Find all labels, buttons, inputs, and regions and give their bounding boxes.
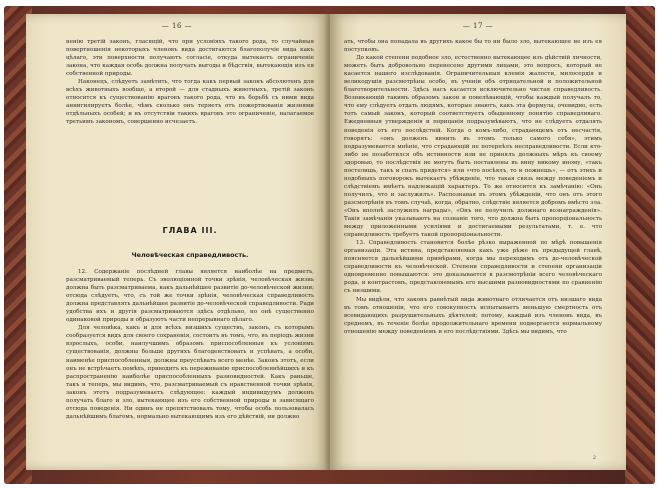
left-text-block-top	[66, 38, 314, 127]
paragraph: ненію третій законъ, гласящій, что при условіяхъ такого рода, то случайныя повертношенія некоторыхъ членовъ вида достигаются благополучіе вида какъ цѣлаго, эти поверхности получаютъ согласіе, откуда вытекаетъ ограниченіе закона, что каждая особь должна получать выгоды и бѣдствія, вытекающія изъ ея собственной природы.	[66, 39, 314, 78]
page-number-left: — 16 —	[161, 22, 193, 30]
signature-mark: 2	[592, 455, 596, 461]
chapter-heading: ГЛАВА III.	[162, 226, 218, 235]
left-page	[26, 14, 328, 470]
paragraph: Мы видѣли, что законъ равнѣтый вида животнаго отличается отъ низшаго вида въ томъ отношеніи, что его совокупность испытываетъ меньшую смертность отъ всевидающихъ разрушительныхъ дѣятелей; потому, каждый изъ членовъ вида, въ среднемъ, въ теченіе болѣе продолжительнаго времени подвергается нормальному отношенію между поведеніемъ и его послѣдствіями. Здѣсь мы видимъ, что	[344, 296, 602, 335]
paragraph: ать, чтобы она попадала въ другихъ какое бы то ни было зло, вытекающее не изъ ея поступковъ.	[344, 39, 602, 54]
page-number-right: — 17 —	[462, 22, 494, 30]
right-text-block	[344, 38, 602, 336]
left-text-block-bottom	[66, 268, 314, 421]
paragraph: До какой степени подобное зло, естественно вытекающее изъ дѣйствій личности, можетъ быть добровольно перенесено другими лицами, это вопросъ, который не касается нашего изслѣдованія. Ограничительныя клемія жалости, милосердія и великодушія разсмотрѣны особо, въ ученіи объ отрицательной и положительной благотворительности. Здѣсь насъ касается исключительно чистая справедливость. Возникающій такимъ образомъ закон и повелѣвающій, чтобы каждый получалъ то, что ему слѣдуетъ отдать людямъ, которые знаютъ, какъ эта формула, очевидно, есть тотъ самый законъ, который соответствуетъ обыденному понятію справедливаго. Ежедневныя утвержденія и порицанія подразумѣваютъ, что не слѣдуетъ отдалять поведенія отъ его послѣдствій. Когда о комъ-либо, страдающемъ отъ несчастія, говорятъ: «онъ долженъ винить въ этомъ только самого себя», этимъ подразумевается мнѣніе, что страдающій не потерпѣлъ несправедливости. Если кто-либо не позаботился объ истинности или не принялъ должныхъ мѣръ къ своему здоровью, то послѣдствія не могутъ быть поставлены въ вину никому иному, «такъ постелишь, такъ и спать придется» или «что посѣялъ, то и пожнешь», — отъ этихъ и подобныхъ поговорокъ вытекаетъ убѣжденіе, что такая связь между поведеніемъ и слѣдствіемъ имѣетъ надлежащій характеръ. То же относится къ замѣчанію: «Онъ получилъ, что и заслужилъ». Распознавая въ этомъ убѣжденіи, что онъ отъ этого разсмотрѣнія въ томъ случаѣ, когда, обратно, слѣдствіе является добромъ вмѣсто зла. «Онъ вполнѣ заслужилъ награды», «Онъ не получилъ должнаго вознагражденія». Такія замѣчанія указываютъ на сознаніе того, что должна быть пропорціональность между приложенными усиліями и достигаемыми результатами, т. е. что справедливость требуетъ такой пропорціональности.	[344, 55, 602, 239]
paragraph: Наконецъ, слѣдуетъ замѣтить, что тогда какъ первый законъ абсолютенъ для всѣхъ животныхъ вообще, а второй — для стадныхъ животныхъ, третій законъ относится къ существованію враговъ такого рода, что въ борьбѣ съ ними вида аннигилируетъ болѣе, чѣмъ сколько онъ теряетъ отъ пожертвованія жизнями отдѣльныхъ особей; и въ отсутствіи такихъ враговъ это ограниченіе, налагаемое третьимъ закономъ, совершенно исчезаетъ.	[66, 79, 314, 126]
marbled-edge-right	[625, 6, 655, 484]
right-page	[330, 14, 626, 470]
paragraph: 12. Содержаніе послѣдней главы является наиболѣе на предметъ, разсматриваемый теперь. Съ эволюціонной точки зрѣнія, человѣческая жизнь должна быть разсматриваема, какъ дальнѣйшее развитіе до-человѣческой жизни; отсюда слѣдуетъ, что, съ той же точки зрѣнія, человѣческая справедливость должна представлять дальнѣйшее развитіе до-человѣческой справедливости. Ради удобства ихъ и другія разсматриваются здѣсь отдѣльно, но онѣ существенно одинаковой природы и образуютъ части непрерывнаго цѣлаго.	[66, 269, 314, 324]
chapter-title: Человѣческая справедливость.	[131, 251, 249, 259]
paragraph: 13. Справедливость становится болѣе рѣзко выраженной по мѣрѣ повышенія организаціи. Эта истина, представляемая какъ уже рѣже въ предыдущей главѣ, поясняется дальнѣйшими примѣрами, когда мы переходимъ отъ до-человѣческой справедливости къ человѣческой. Степени справедливости и степени организаціи одновременно повышаются: это доказывается в разсмотрѣніи всего человѣческаго рода, и контрастомъ, представляемымъ его высшими разновидностями по сравненію съ низшими.	[344, 240, 602, 295]
paragraph: Для человѣка, какъ и для всѣхъ низшихъ существъ, законъ, съ которымъ сообразуется видъ для своего сохраненія, состоитъ въ томъ, что, въ періодъ жизни взрослыхъ, особи, наилучшимъ образомъ приспособленныя къ условіямъ существованія, должны больше другихъ благоденствовать и успѣвать, а особи, наименѣе приспособленныя, должны преуспѣвать всего менѣе. Законъ этотъ, если онъ не встрѣчаетъ помѣхъ, приводитъ къ переживанію приспособленнѣйшихъ и къ распространенію наиболѣе приспособленныхъ разновидностей. Какъ раньше, такъ и теперь, мы видимъ, что, разсматриваемый съ нравственной точки зрѣнія, законъ этотъ подразумеваетъ слѣдующее: каждый индивидуумъ долженъ получать благо и зло, вытекающее изъ его собственной природы и зависящаго отсюда поведенія. Ни одинъ не препятствовалъ тому, чтобы особь пользовалась дальнѣйшимъ благомъ, нормально вытекающимъ изъ его дѣйствій, ни должно	[66, 325, 314, 420]
